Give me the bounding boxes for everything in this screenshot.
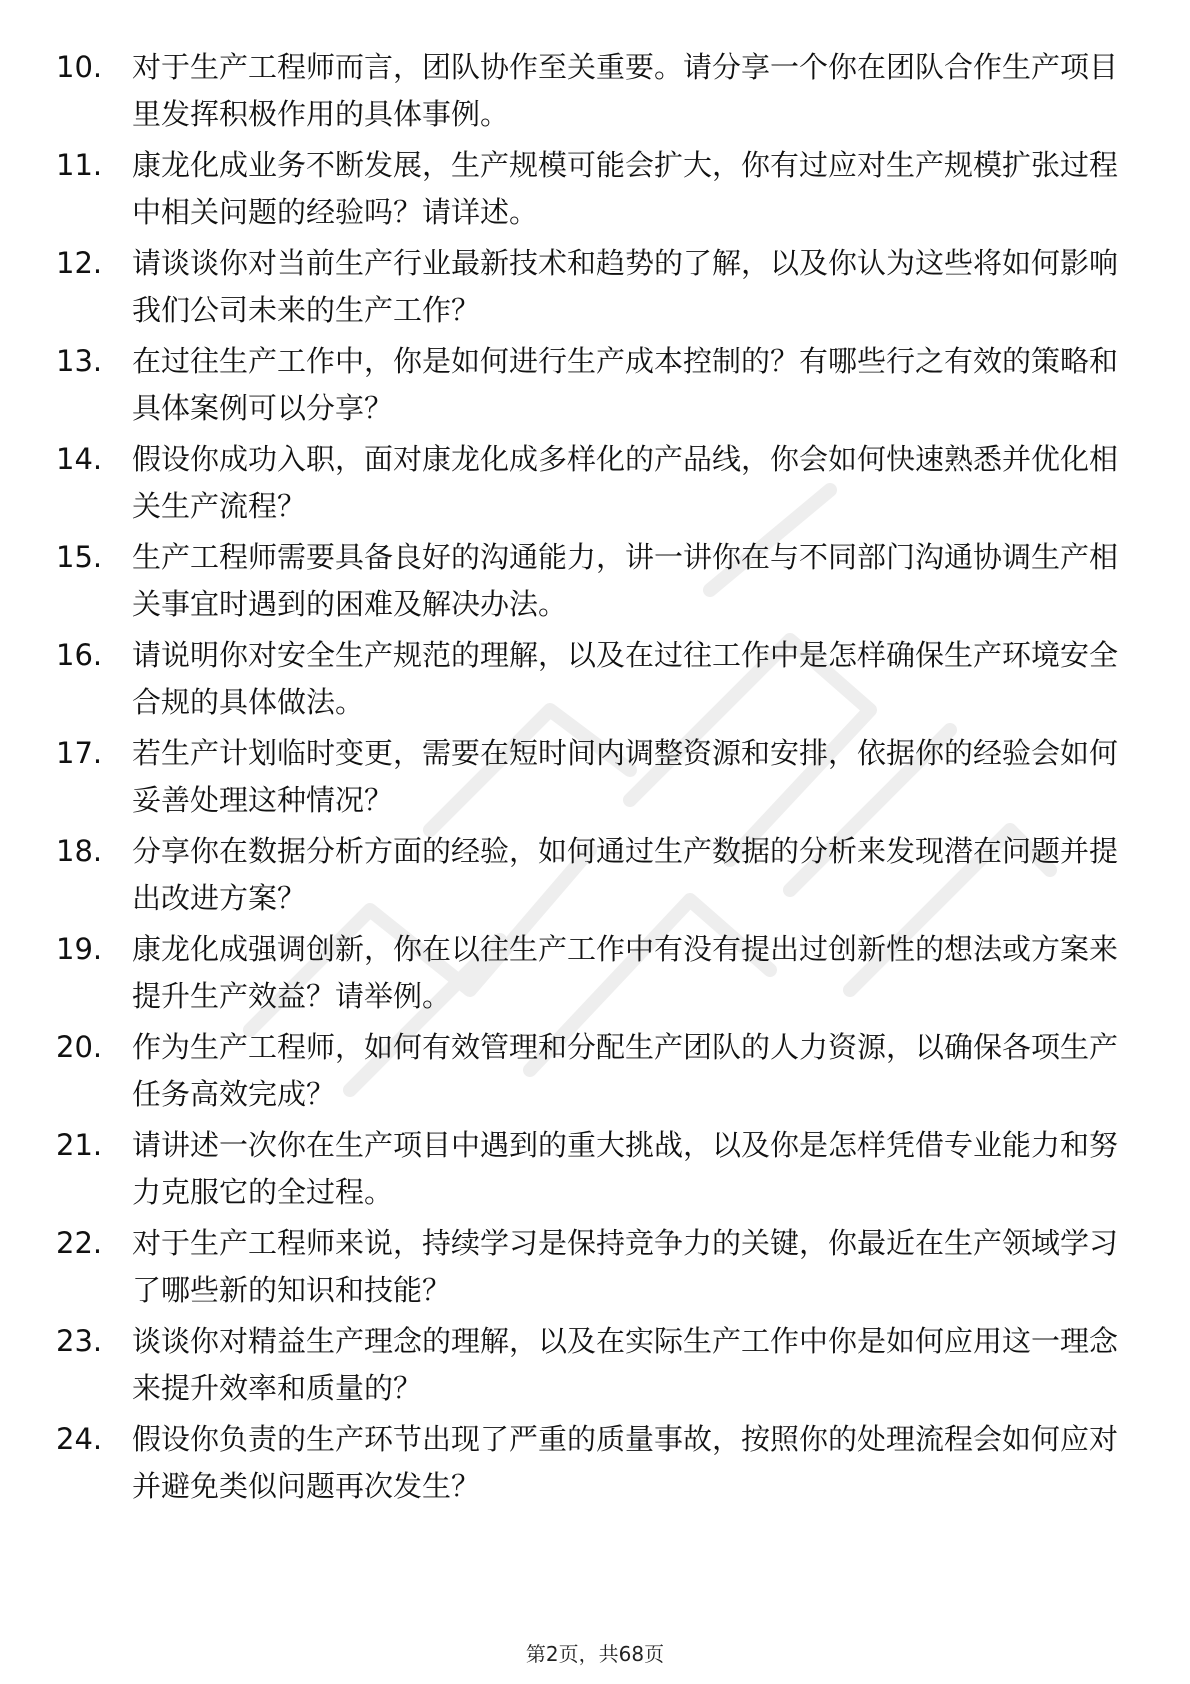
question-text: 假设你负责的生产环节出现了严重的质量事故，按照你的处理流程会如何应对并避免类似问题再次发生？ bbox=[132, 1422, 1119, 1503]
question-list bbox=[56, 44, 1126, 1514]
question-text: 对于生产工程师而言，团队协作至关重要。请分享一个你在团队合作生产项目里发挥积极作用的具体事例。 bbox=[132, 50, 1119, 131]
question-text: 谈谈你对精益生产理念的理解，以及在实际生产工作中你是如何应用这一理念来提升效率和质量的？ bbox=[132, 1324, 1119, 1405]
question-number: 24. bbox=[56, 1422, 103, 1456]
question-text: 生产工程师需要具备良好的沟通能力，讲一讲你在与不同部门沟通协调生产相关事宜时遇到的困难及解决办法。 bbox=[132, 540, 1119, 621]
question-item bbox=[56, 1220, 1126, 1318]
question-text: 在过往生产工作中，你是如何进行生产成本控制的？有哪些行之有效的策略和具体案例可以分享？ bbox=[132, 344, 1119, 425]
question-item bbox=[56, 44, 1126, 142]
question-item bbox=[56, 142, 1126, 240]
question-item bbox=[56, 436, 1126, 534]
question-text: 康龙化成业务不断发展，生产规模可能会扩大，你有过应对生产规模扩张过程中相关问题的经验吗？请详述。 bbox=[132, 148, 1119, 229]
question-item bbox=[56, 240, 1126, 338]
question-text: 作为生产工程师，如何有效管理和分配生产团队的人力资源，以确保各项生产任务高效完成？ bbox=[132, 1030, 1119, 1111]
question-text: 对于生产工程师来说，持续学习是保持竞争力的关键，你最近在生产领域学习了哪些新的知识和技能？ bbox=[132, 1226, 1119, 1307]
question-text: 请说明你对安全生产规范的理解，以及在过往工作中是怎样确保生产环境安全合规的具体做法。 bbox=[132, 638, 1119, 719]
question-text: 康龙化成强调创新，你在以往生产工作中有没有提出过创新性的想法或方案来提升生产效益？请举例。 bbox=[132, 932, 1119, 1013]
question-item bbox=[56, 1122, 1126, 1220]
question-number: 15. bbox=[56, 540, 103, 574]
page-number-footer: 第2页，共68页 bbox=[525, 1642, 665, 1666]
question-text: 请谈谈你对当前生产行业最新技术和趋势的了解，以及你认为这些将如何影响我们公司未来的生产工作？ bbox=[132, 246, 1119, 327]
question-item bbox=[56, 828, 1126, 926]
question-text: 分享你在数据分析方面的经验，如何通过生产数据的分析来发现潜在问题并提出改进方案？ bbox=[132, 834, 1119, 915]
question-item bbox=[56, 730, 1126, 828]
question-text: 假设你成功入职，面对康龙化成多样化的产品线，你会如何快速熟悉并优化相关生产流程？ bbox=[132, 442, 1119, 523]
question-number: 21. bbox=[56, 1128, 103, 1162]
question-item bbox=[56, 1024, 1126, 1122]
question-number: 10. bbox=[56, 50, 103, 84]
question-text: 请讲述一次你在生产项目中遇到的重大挑战，以及你是怎样凭借专业能力和努力克服它的全过程。 bbox=[132, 1128, 1119, 1209]
question-number: 18. bbox=[56, 834, 103, 868]
question-number: 23. bbox=[56, 1324, 103, 1358]
question-number: 19. bbox=[56, 932, 103, 966]
question-number: 22. bbox=[56, 1226, 103, 1260]
question-item bbox=[56, 632, 1126, 730]
question-number: 17. bbox=[56, 736, 103, 770]
question-item bbox=[56, 1318, 1126, 1416]
question-item bbox=[56, 1416, 1126, 1514]
question-text: 若生产计划临时变更，需要在短时间内调整资源和安排，依据你的经验会如何妥善处理这种情况？ bbox=[132, 736, 1119, 817]
question-number: 12. bbox=[56, 246, 103, 280]
question-number: 14. bbox=[56, 442, 103, 476]
question-number: 16. bbox=[56, 638, 103, 672]
question-item bbox=[56, 926, 1126, 1024]
question-number: 20. bbox=[56, 1030, 103, 1064]
question-item bbox=[56, 534, 1126, 632]
question-number: 11. bbox=[56, 148, 103, 182]
question-item bbox=[56, 338, 1126, 436]
question-number: 13. bbox=[56, 344, 103, 378]
